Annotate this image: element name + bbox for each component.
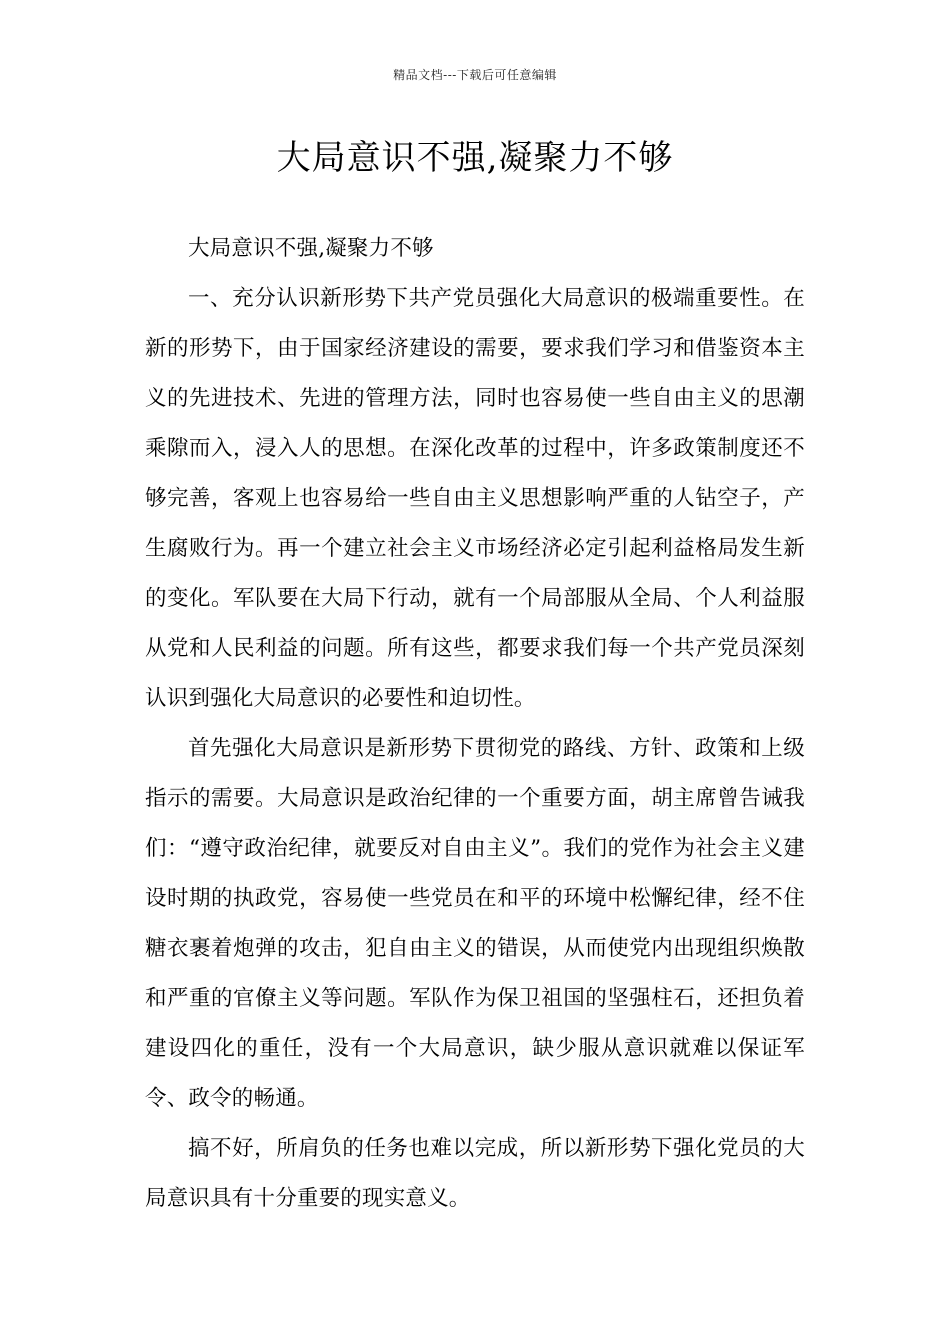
paragraph-2: 首先强化大局意识是新形势下贯彻党的路线、方针、政策和上级指示的需要。大局意识是政治纪律的一个重要方面，胡主席曾告诫我们：“遵守政治纪律，就要反对自由主义”。我们的党作为社会主义建设时期的执政党，容易使一些党员在和平的环境中松懈纪律，经不住糖衣裹着炮弹的攻击，犯自由主义的错误，从而使党内出现组织焕散和严重的官僚主义等问题。军队作为保卫祖国的坚强柱石，还担负着建设四化的重任，没有一个大局意识，缺少服从意识就难以保证军令、政令的畅通。 — [145, 736, 805, 1111]
document-title: 大局意识不强,凝聚力不够 — [276, 138, 674, 178]
header-note: 精品文档---下载后可任意编辑 — [393, 68, 557, 82]
paragraph-3: 搞不好，所肩负的任务也难以完成，所以新形势下强化党员的大局意识具有十分重要的现实意义。 — [145, 1136, 805, 1211]
paragraph-1: 一、充分认识新形势下共产党员强化大局意识的极端重要性。在新的形势下，由于国家经济建设的需要，要求我们学习和借鉴资本主义的先进技术、先进的管理方法，同时也容易使一些自由主义的思潮乘隙而入，浸入人的思想。在深化改革的过程中，许多政策制度还不够完善，客观上也容易给一些自由主义思想影响严重的人钻空子，产生腐败行为。再一个建立社会主义市场经济必定引起利益格局发生新的变化。军队要在大局下行动，就有一个局部服从全局、个人利益服从党和人民利益的问题。所有这些，都要求我们每一个共产党员深刻认识到强化大局意识的必要性和迫切性。 — [145, 286, 805, 711]
document-body — [145, 224, 805, 1224]
paragraph-subtitle: 大局意识不强,凝聚力不够 — [188, 236, 434, 261]
